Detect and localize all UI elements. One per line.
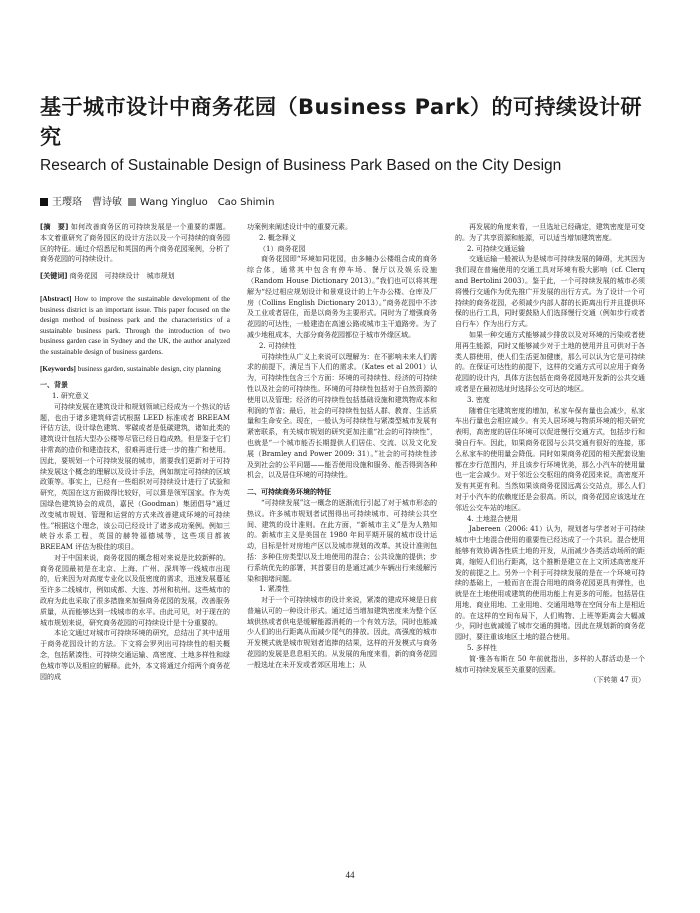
text-column-2 — [247, 222, 437, 671]
square-bullet-icon — [128, 198, 136, 206]
authors-cn: 王璎珞 曹诗敏 — [52, 197, 122, 208]
subsection-heading: 5. 多样性 — [467, 644, 497, 653]
author-line — [40, 196, 274, 210]
authors-en: Wang Yingluo Cao Shimin — [140, 197, 275, 208]
paragraph: Jabereen（2006: 41）认为，规划者与学者对于可持续城市中土地混合使用的重要性已经达成了一个共识。混合使用能够有效协调各性质土地的开发，从而减少各类活动场所的距离，缩短人们出行距离，这个推断是建立在上文所述高密度开发的前提之上。另外一个利于可持续发展的是在一个环境可持续的基础上，一般而言在混合用地的商务花园更具有弹性，也就是在土地使用或建筑的使用功能上有更多的可能。包括居住用地、商业用地、工业用地、交通用地等在空间分布上是相近的。在这样的空间布局下，人们购物、上班等距离会大幅减少，同时也就减缓了城市交通的拥堵。因此在规划新的商务花园时，要注重该地区土地的混合使用。 — [455, 525, 645, 642]
keywords-en: [Keywords] business garden, sustainable design, city planning — [40, 364, 221, 373]
article-title-en: Research of Sustainable Design of Business Park Based on the City Design — [40, 157, 562, 174]
paragraph: 简·雅各布斯在 50 年前就指出，多样的人群活动是一个城市可持续发展至关重要的因素。 — [455, 654, 645, 674]
subsection-heading: 1. 紧凑性 — [259, 585, 289, 594]
paragraph: “可持续发展”这一概念的逐渐流行引起了对于城市形态的热议。许多城市规划者试图得出可持续城市、可持续公共空间、建筑的设计准则。在此方面，“新城市主义”是为人熟知的。新城市主义是美国在 1980 年间平期开展的城市设计运动，目标是针对房地产区以及城市规划的改革。其设计准则包括：多种住房类型以及土地使用的混合；公共设施的提供；步行系统优先的部署，其首要目的是通过减少车辆出行来缓解污染和拥堵问题。 — [247, 498, 437, 583]
page-number: 44 — [345, 870, 355, 880]
paragraph: 可持续性从广义上来说可以理解为：在不影响未来人们需求的前提下，满足当下人们的需求。（Kates et al 2001）认为，可持续性包含三个方面：环境的可持续性、经济的可持续性以及社会的可持续性。环境的可持续性包括对于自然资源的使用以及管理；经济的可持续性包括基础设施和建筑物成本和利润的节省；最后，社会的可持续性包括人群、教育、生活质量和生命安全。现在，一般认为可持续性与紧凑型城市发展有紧密联系，有关城市规划的研究更加注重“社会的可持续性”，也就是“一个城市能否长期提供人们居住、交流、以及文化发展（Bramley and Power 2009: 31）。”社会的可持续性涉及到社会的公平问题——能否使用设施和服务、能否得到各种机会，以及居住环境的可持续性。 — [247, 352, 437, 480]
paragraph: 商务花园即“环境如同花园，由多幢办公楼组合成的商务综合体，通常其中包含有停车场、餐厅以及娱乐设施（Random House Dictionary 2013）。”我们也可以将其理解为“经过相应规划设计和景观设计的上午办公楼、仓库及厂房（Collins English Dictionary 2013）。”商务花园中不涉及工业或者居住，而是以商务为主要形式。同时为了增强商务花园的可达性，一般建造在高速公路或城市主干道路旁。为了减少地租成本，大部分商务花园都位于城市外缘区域。 — [247, 255, 437, 339]
subsection-heading: 3. 密度 — [467, 395, 490, 404]
subsection-heading: 1. 研究意义 — [52, 391, 89, 400]
section-heading: 二、可持续商务环境的特征 — [247, 488, 331, 497]
abstract-cn: [摘 要] 如何改善商务区的可持续发展是一个重要的课题。本文着重研究了商务园区的设计方法以及一个可持续的商务园区的特征。通过介绍悉尼和英国的两个商务花园案例，分析了商务花园的可持续设计。 — [40, 223, 231, 264]
paragraph: 功案例来阐述设计中的重要元素。 — [247, 223, 352, 231]
abstract-en: [Abstract] How to improve the sustainable development of the business district is an important issue. This paper focused on the design method of business park and the characteristics of a sustainable business park. Through the introduction of two business garden case in Sydney and the UK, the author analyzed the sustainable design of business gardens. — [40, 294, 230, 356]
paragraph: 本论文通过对城市可持续环境的研究，总结出了其中适用于商务花园设计的方法。下文将会罗列出可持续性的相关概念，包括紧凑性、可持续交通运输、高密度、土地多样性和绿色城市等以及相应的解释。此外，本文将通过介绍两个商务花园的成 — [40, 629, 230, 681]
text-column-3 — [455, 222, 645, 686]
paragraph: 如果一种交通方式能够减少排放以及对环境的污染或者使用再生能源，同时又能够减少对于土地的使用并且可供对于各类人群使用，使人们生活更加健康，那么可以认为它是可持续的。在保证可达性的前提下，这样的交通方式可以应用于商务花园的设计内，具体方法包括在商务花园地开发新的公共交通或者是在最初选址时选择公交可达的地区。 — [455, 330, 645, 393]
paragraph: 交通运输一般被认为是城市可持续发展的障碍，尤其因为我们现在普遍使用的交通工具对环境有极大影响（cf. Clerq and Bertolini 2003）。鉴于此，一个可持续发展的城市必须将慢行交通作为优先推广开发展的出行方式。为了设计一个可持续的商务花园，必须减少内部人群的长距离出行并且提供环保的出行工具，同时要鼓励人们选择慢行交通（例如步行或者自行车）作为出行方式。 — [455, 255, 645, 329]
subsection-heading: （1）商务花园 — [259, 244, 306, 253]
square-bullet-icon — [40, 198, 48, 206]
subsection-heading: 2. 概念释义 — [259, 233, 296, 242]
paragraph: 随着住宅建筑密度的增加，私家车保有量也会减少，私家车出行量也会相应减少。有关人居环境与物质环境的相关研究表明，高密度的居住环境可以促进慢行交通方式，包括步行和骑自行车。因此，如果商务花园与公共交通有很好的连接，那么私家车的使用量会降低。同时如果商务花园的相关配套设施都在步行范围内，并且该步行环境优美，那么小汽车的使用量也一定会减少。对于邻近公交枢纽的商务花园来说，高密度开发有其更有利。当然如果该商务花园远离公交站点，那么人们对于小汽车的依赖度还是会很高。所以，商务花园应该选址在邻近公交车站的地区。 — [455, 406, 645, 512]
col3-body — [455, 222, 645, 686]
subsection-heading: 2. 可持续交通运输 — [467, 244, 525, 253]
keywords-cn: [关键词] 商务花园 可持续设计 城市规划 — [40, 272, 175, 281]
section-heading: 一、背景 — [40, 381, 68, 390]
paragraph: 对于一个可持续城市的设计来说，紧凑的建成环境是日前普遍认可的一种设计形式。通过适当增加建筑密度来为整个区域供热或者供电是缓解能源消耗的一个有效方法，同时也能减少人们的出行距离从而减少尾气的排放。因此，高强度的城市开发模式就是城市规划者追捧的结果，这样的开发模式与商务花园的发展是息息相关的。从发展的角度来看，新的商务花园一般选址在未开发或者郊区用地上；从 — [247, 596, 437, 669]
subsection-heading: 2. 可持续性 — [259, 341, 296, 350]
col1-body — [40, 380, 230, 682]
continued-note: （下转第 47 页） — [589, 676, 645, 685]
article-title-cn: 基于城市设计中商务花园（Business Park）的可持续设计研究 — [40, 95, 642, 149]
text-column-1 — [40, 222, 230, 682]
subsection-heading: 4. 土地混合使用 — [467, 514, 518, 523]
paragraph: 可持续发展在建筑设计和规划领域已经成为一个热议的话题，也由于诸多建筑师尝试根据 LEED 标准或者 BREEAM 评估方法，设计绿色建筑、零碳或者是低碳建筑，诸如此类的建筑设计包括大型办公楼等尽管已经日趋成熟，但是鉴于它们非常高的造价和建造技术，很难再进行进一步的推广和使用。因此，要规划一个可持续发展的城市，需要我们更新对于可持续发展这个概念的理解以及设计手法，例如制定可持续的区域政策等。事实上，已经有一些组织对可持续设计进行了试验和研究，英国在这方面做得比较好，可以算是领军国家。作为英国绿色建筑协会的成员，嘉民（Goodman）集团倡导“通过改变城市规划、管理和运营的方式来改善建成环境的可持续性。”根据这个理念，该公司已经设计了诸多成功案例。例如三峡谷水系工程，英国的赫特福德城等，这些项目都被 BREEAM 评估为极佳的项目。 — [40, 402, 230, 552]
col2-body — [247, 222, 437, 671]
paragraph: 对于中国来说，商务花园的概念相对来说是比较新鲜的。商务花园最初是在北京、上海、广州、深圳等一线城市出现的，后来因为对高度专业化以及低密度的需求，迅速发展蔓延至许多二线城市，例如成都、大连、苏州和杭州。这些城市的政府为此也采取了很多措施来加强商务花园的发展，改善服务质量，从而能够达到一线城市的水平。由此可见，对于现在的城市规划来说，研究商务花园的可持续设计是十分重要的。 — [40, 553, 230, 627]
paragraph: 再发展的角度来看，一旦选址已经确定，建筑密度是可变的。为了共享资源和能源，可以适当增加建筑密度。 — [455, 223, 645, 242]
